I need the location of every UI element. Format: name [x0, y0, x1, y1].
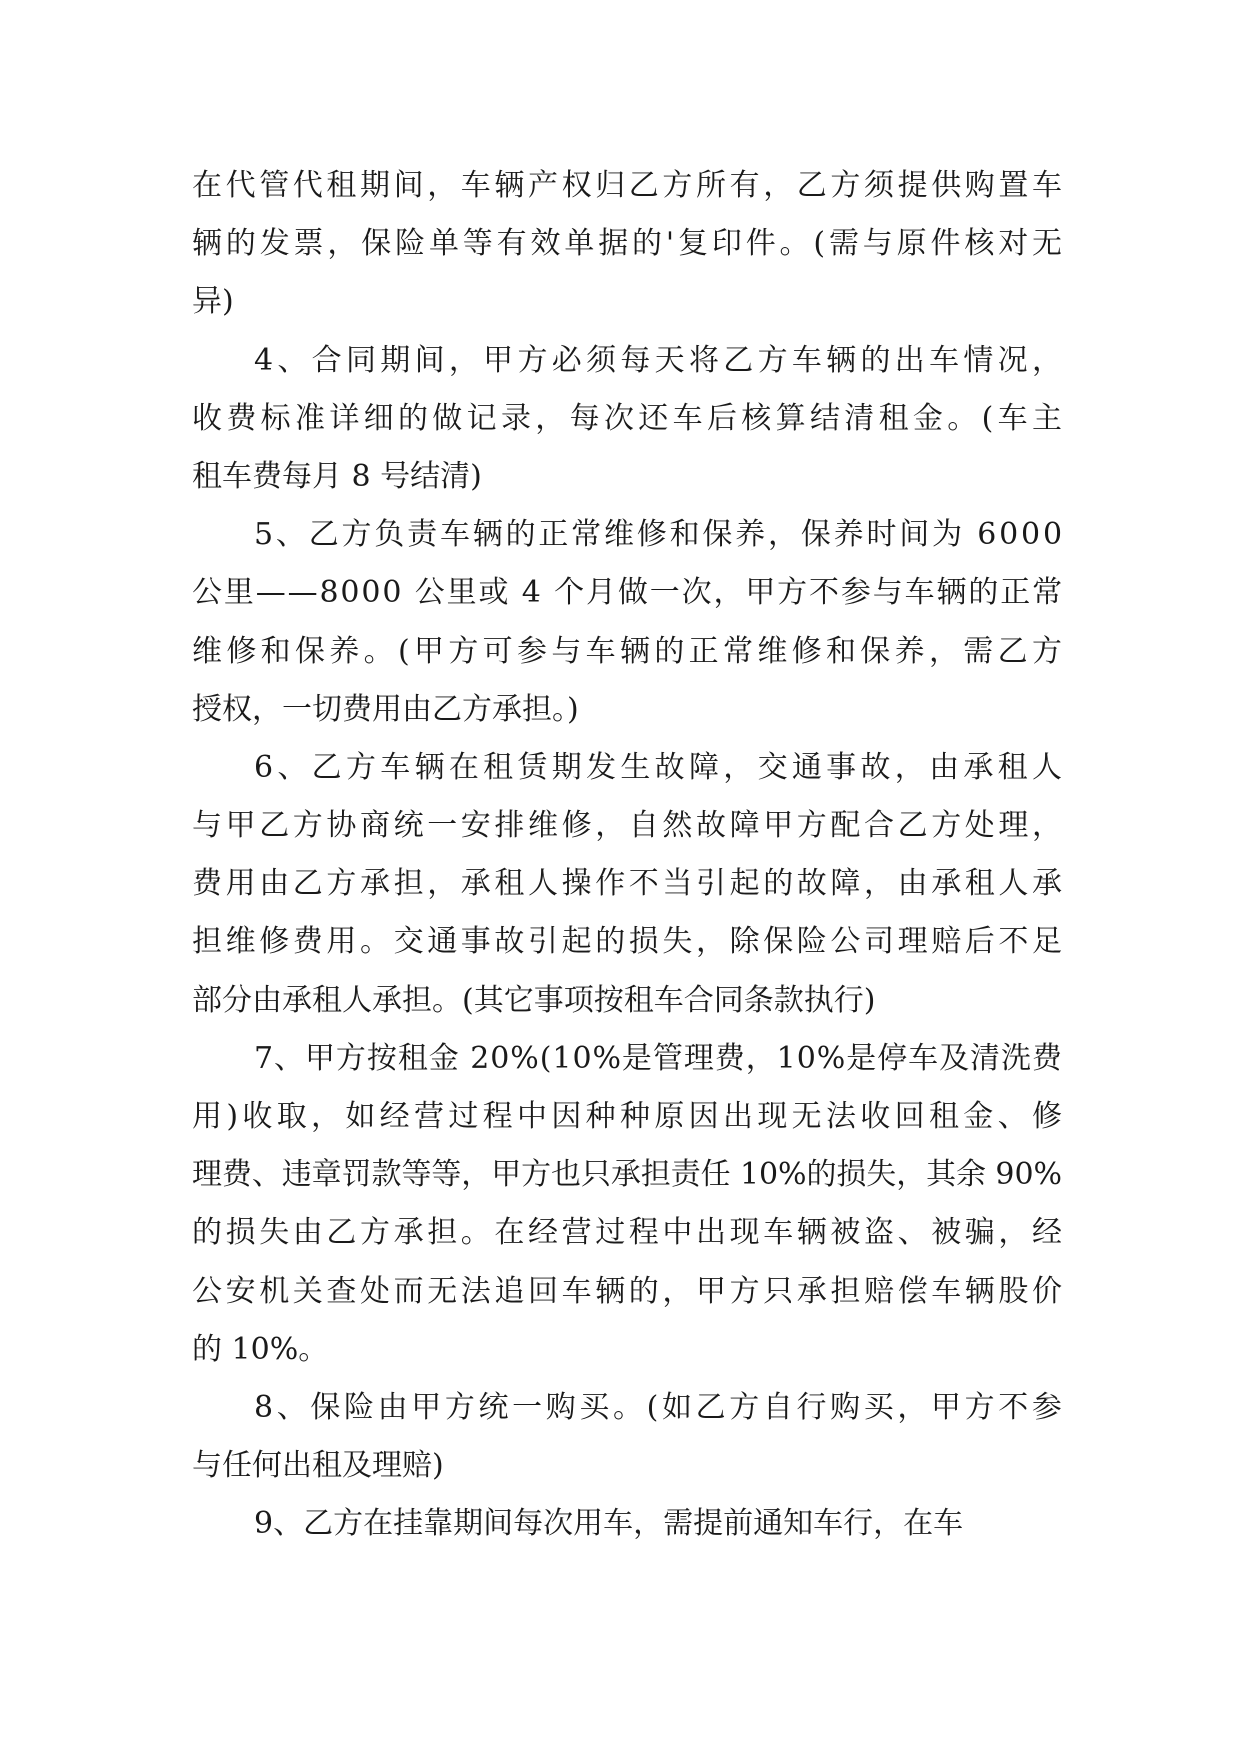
text-line: 的损失由乙方承担。在经营过程中出现车辆被盗、被骗，经	[192, 1215, 1066, 1251]
text-line: 辆的发票，保险单等有效单据的'复印件。(需与原件核对无	[192, 226, 1066, 262]
text-line: 部分由承租人承担。(其它事项按租车合同条款执行)	[192, 982, 876, 1018]
text-line: 授权，一切费用由乙方承担。)	[192, 691, 579, 727]
paragraph-2	[192, 332, 1067, 507]
paragraph-3	[192, 506, 1067, 739]
paragraph-7	[192, 1495, 1062, 1553]
text-line: 与甲乙方协商统一安排维修，自然故障甲方配合乙方处理，	[192, 808, 1066, 844]
document-body	[192, 157, 1067, 1554]
text-line: 费用由乙方承担，承租人操作不当引起的故障，由承租人承	[192, 866, 1066, 902]
text-line: 7、甲方按租金 20%(10%是管理费，10%是停车及清洗费	[254, 1040, 1063, 1076]
text-line: 在代管代租期间，车辆产权归乙方所有，乙方须提供购置车	[192, 168, 1066, 203]
text-line: 5、乙方负责车辆的正常维修和保养，保养时间为 6000	[254, 517, 1065, 553]
text-line: 公安机关查处而无法追回车辆的，甲方只承担赔偿车辆股价	[192, 1273, 1066, 1309]
text-line: 与任何出租及理赔)	[192, 1448, 444, 1484]
paragraph-1	[192, 157, 1066, 332]
paragraph-6	[192, 1379, 1066, 1495]
text-line: 维修和保养。(甲方可参与车辆的正常维修和保养，需乙方	[192, 633, 1067, 669]
text-line: 理费、违章罚款等等，甲方也只承担责任 10%的损失，其余 90%	[192, 1157, 1062, 1193]
text-line: 收费标准详细的做记录，每次还车后核算结清租金。(车主	[192, 400, 1067, 436]
text-line: 8、保险由甲方统一购买。(如乙方自行购买，甲方不参	[254, 1389, 1066, 1425]
text-line: 9、乙方在挂靠期间每次用车，需提前通知车行，在车	[254, 1506, 964, 1542]
paragraph-5	[192, 1030, 1067, 1379]
paragraph-4	[192, 739, 1067, 1030]
text-line: 的 10%。	[192, 1331, 329, 1367]
text-line: 租车费每月 8 号结清)	[192, 458, 482, 494]
text-line: 担维修费用。交通事故引起的损失，除保险公司理赔后不足	[192, 924, 1066, 960]
text-line: 6、乙方车辆在租赁期发生故障，交通事故，由承租人	[254, 749, 1067, 785]
text-line: 4、合同期间，甲方必须每天将乙方车辆的出车情况，	[254, 342, 1067, 378]
text-line: 用)收取，如经营过程中因种种原因出现无法收回租金、修	[192, 1099, 1067, 1134]
text-line: 公里——8000 公里或 4 个月做一次，甲方不参与车辆的正常	[192, 575, 1065, 611]
text-line: 异)	[192, 284, 234, 320]
